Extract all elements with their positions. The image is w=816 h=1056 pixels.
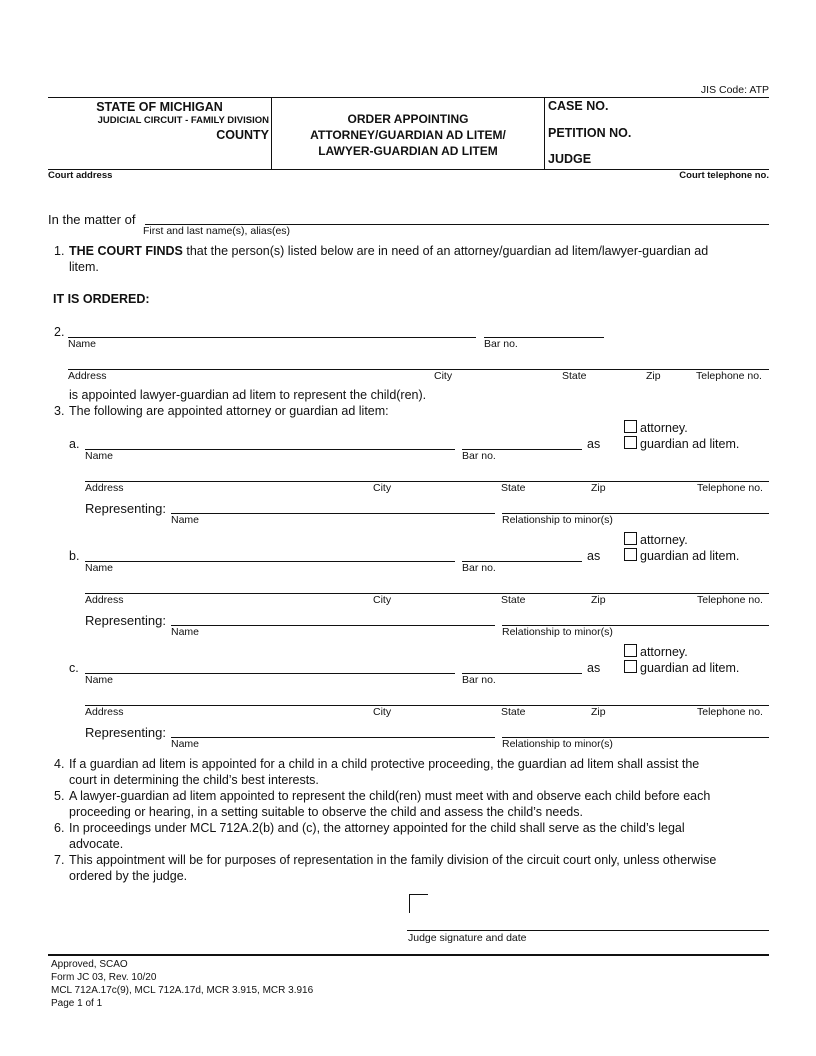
bar-caption: Bar no. — [484, 338, 518, 350]
phone-caption: Telephone no. — [696, 370, 762, 382]
address-caption: Address — [85, 706, 124, 718]
item-2-number: 2. — [54, 325, 65, 339]
item-1-number: 1. — [54, 244, 65, 258]
appointee-address-field[interactable] — [85, 481, 769, 482]
item-1-line: that the person(s) listed below are in need of an attorney/guardian ad litem/lawyer-guardian ad — [182, 244, 709, 258]
phone-caption: Telephone no. — [697, 706, 763, 718]
item-text-line: ordered by the judge. — [69, 869, 188, 883]
footer-authority: MCL 712A.17c(9), MCL 712A.17d, MCR 3.915, MCR 3.916 — [51, 985, 314, 996]
item-1-line: litem. — [69, 260, 99, 274]
appointee-letter: a. — [69, 437, 80, 451]
item-text-line: advocate. — [69, 837, 124, 851]
zip-caption: Zip — [591, 482, 606, 494]
item-number: 6. — [54, 821, 65, 835]
state-name: STATE OF MICHIGAN — [96, 100, 223, 114]
footer — [51, 958, 313, 1010]
attorney-option-label: attorney. — [640, 645, 688, 659]
case-no-label: CASE NO. — [548, 99, 609, 113]
attorney-checkbox[interactable] — [624, 644, 637, 657]
lgal-address-field[interactable] — [68, 369, 769, 370]
signature-caption: Judge signature and date — [408, 932, 527, 944]
form-title-line: LAWYER-GUARDIAN AD LITEM — [318, 144, 498, 158]
city-caption: City — [373, 594, 392, 606]
court-telephone-label: Court telephone no. — [679, 170, 769, 181]
city-caption: City — [373, 706, 392, 718]
item-number: 5. — [54, 789, 65, 803]
representing-label: Representing: — [85, 725, 166, 740]
item-2-text: is appointed lawyer-guardian ad litem to represent the child(ren). — [69, 388, 427, 402]
footer-page: Page 1 of 1 — [51, 998, 103, 1009]
appointee-address-field[interactable] — [85, 593, 769, 594]
court-address-label: Court address — [48, 170, 113, 181]
as-label: as — [587, 661, 601, 675]
appointee-name-field[interactable] — [85, 449, 455, 450]
form-title-line: ATTORNEY/GUARDIAN AD LITEM/ — [310, 128, 506, 142]
guardian-ad-litem-checkbox[interactable] — [624, 660, 637, 673]
relationship-caption: Relationship to minor(s) — [502, 738, 613, 750]
zip-caption: Zip — [591, 706, 606, 718]
it-is-ordered: IT IS ORDERED: — [53, 292, 150, 306]
judge-label: JUDGE — [548, 152, 592, 166]
matter-name-field[interactable] — [145, 210, 769, 225]
item-text-line: court in determining the child’s best interests. — [69, 773, 319, 787]
judge-signature-field[interactable] — [407, 930, 769, 931]
representing-label: Representing: — [85, 613, 166, 628]
appointee-letter: b. — [69, 549, 80, 563]
state-caption: State — [501, 706, 526, 718]
appointee-name-field[interactable] — [85, 673, 455, 674]
item-3-number: 3. — [54, 404, 65, 418]
jis-code: JIS Code: ATP — [700, 84, 769, 96]
item-text-line: In proceedings under MCL 712A.2(b) and (c), the attorney appointed for the child shall serve as the child’s legal — [69, 821, 685, 835]
footer-rule — [48, 954, 769, 956]
representing-name-field[interactable] — [171, 625, 495, 626]
attorney-option-label: attorney. — [640, 421, 688, 435]
state-caption: State — [562, 370, 587, 382]
guardian-ad-litem-checkbox[interactable] — [624, 436, 637, 449]
item-text-line: proceeding or hearing, in a setting suitable to observe the child and assess the child’s needs. — [69, 805, 583, 819]
matter-caption: First and last name(s), alias(es) — [143, 225, 291, 237]
phone-caption: Telephone no. — [697, 482, 763, 494]
relationship-caption: Relationship to minor(s) — [502, 626, 613, 638]
guardian-option-label: guardian ad litem. — [640, 549, 740, 563]
appointee-address-field[interactable] — [85, 705, 769, 706]
item-number: 7. — [54, 853, 65, 867]
name-caption: Name — [171, 626, 200, 638]
representing-label: Representing: — [85, 501, 166, 516]
representing-name-field[interactable] — [171, 513, 495, 514]
relationship-caption: Relationship to minor(s) — [502, 514, 613, 526]
address-caption: Address — [85, 482, 124, 494]
phone-caption: Telephone no. — [697, 594, 763, 606]
guardian-option-label: guardian ad litem. — [640, 661, 740, 675]
city-caption: City — [373, 482, 392, 494]
footer-form-number: Form JC 03, Rev. 10/20 — [51, 972, 157, 983]
name-caption: Name — [85, 450, 114, 462]
name-caption: Name — [85, 674, 114, 686]
zip-caption: Zip — [646, 370, 661, 382]
address-caption: Address — [68, 370, 107, 382]
as-label: as — [587, 549, 601, 563]
item-text-line: A lawyer-guardian ad litem appointed to represent the child(ren) must meet with and observe each child before each — [69, 789, 711, 803]
appointee-letter: c. — [69, 661, 79, 675]
attorney-option-label: attorney. — [640, 533, 688, 547]
circuit-label: JUDICIAL CIRCUIT - FAMILY DIVISION — [97, 115, 269, 126]
address-caption: Address — [85, 594, 124, 606]
item-text-line: This appointment will be for purposes of representation in the family division of the circuit court only, unless otherwise — [69, 853, 717, 867]
item-number: 4. — [54, 757, 65, 771]
bar-caption: Bar no. — [462, 562, 496, 574]
lgal-name-field[interactable] — [68, 337, 476, 338]
item-1-text — [69, 244, 708, 258]
item-text-line: If a guardian ad litem is appointed for a child in a child protective proceeding, the guardian ad litem shall assist the — [69, 757, 700, 771]
bar-caption: Bar no. — [462, 450, 496, 462]
guardian-option-label: guardian ad litem. — [640, 437, 740, 451]
name-caption: Name — [85, 562, 114, 574]
footer-approved: Approved, SCAO — [51, 959, 128, 970]
zip-caption: Zip — [591, 594, 606, 606]
state-caption: State — [501, 482, 526, 494]
attorney-checkbox[interactable] — [624, 532, 637, 545]
attorney-checkbox[interactable] — [624, 420, 637, 433]
representing-name-field[interactable] — [171, 737, 495, 738]
name-caption: Name — [68, 338, 97, 350]
form-title — [272, 111, 544, 159]
guardian-ad-litem-checkbox[interactable] — [624, 548, 637, 561]
appointee-name-field[interactable] — [85, 561, 455, 562]
signature-corner-mark — [409, 894, 428, 913]
county-label: COUNTY — [216, 128, 269, 142]
bar-caption: Bar no. — [462, 674, 496, 686]
form-title-line: ORDER APPOINTING — [347, 112, 469, 126]
name-caption: Name — [171, 738, 200, 750]
petition-no-label: PETITION NO. — [548, 126, 632, 140]
item-3-text: The following are appointed attorney or guardian ad litem: — [69, 404, 389, 418]
state-caption: State — [501, 594, 526, 606]
name-caption: Name — [171, 514, 200, 526]
city-caption: City — [434, 370, 453, 382]
as-label: as — [587, 437, 601, 451]
matter-label: In the matter of — [48, 212, 136, 227]
court-finds-label: THE COURT FINDS — [69, 244, 183, 258]
